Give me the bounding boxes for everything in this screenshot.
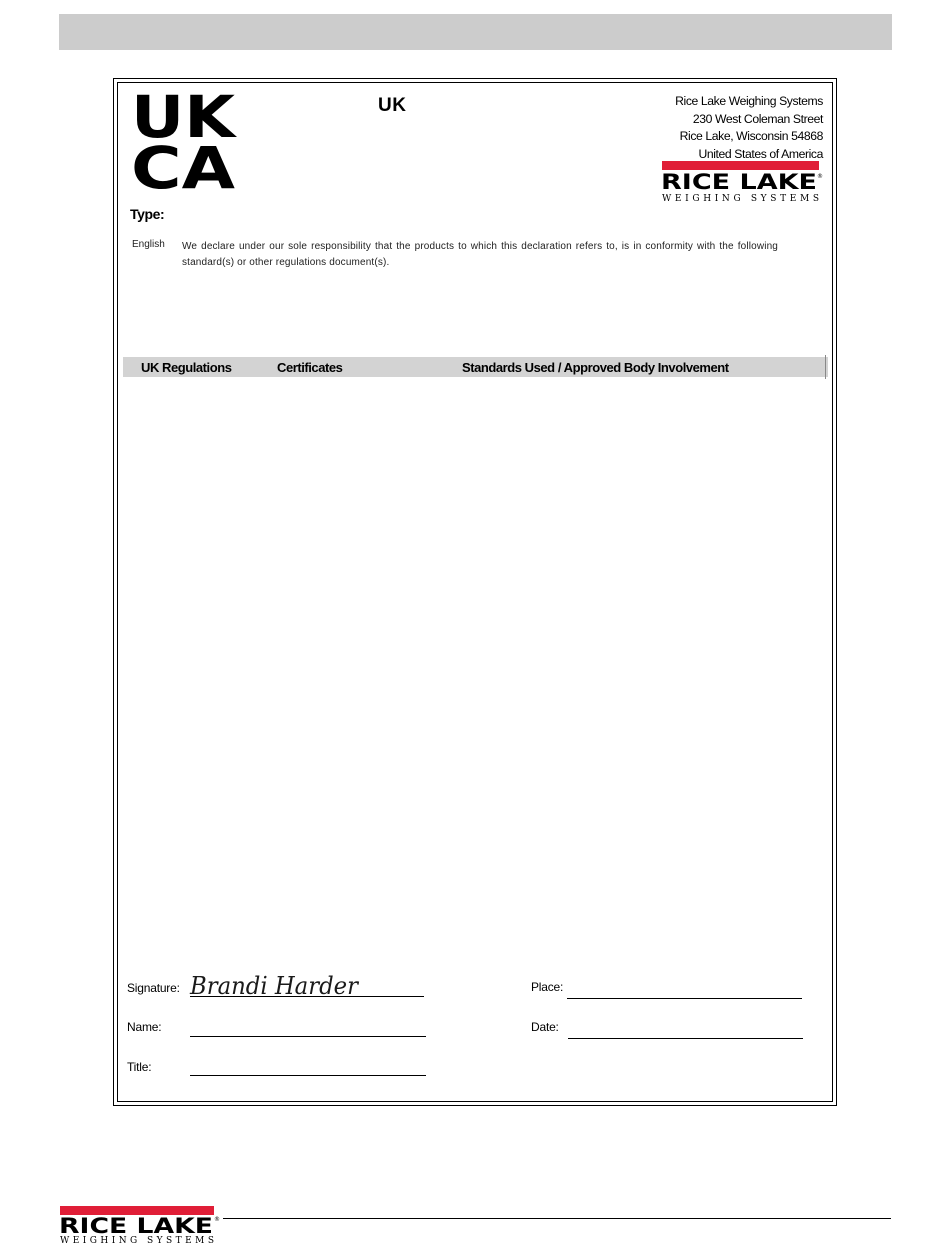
table-header-certificates: Certificates: [277, 360, 343, 375]
footer-logo-registered: ®: [214, 1216, 220, 1223]
type-label: Type:: [130, 206, 165, 222]
logo-wordmark: RICE LAKE: [661, 170, 817, 194]
address-line: 230 West Coleman Street: [692, 111, 823, 126]
date-label: Date:: [531, 1020, 559, 1034]
declaration-text: We declare under our sole responsibility that the products to which this declaration refers to, is in conformity with the following standard(s) or other regulations document(s).: [182, 241, 778, 268]
table-header-edge: [825, 355, 826, 379]
place-label: Place:: [531, 980, 564, 994]
place-line[interactable]: [567, 998, 802, 999]
ukca-mark-line1: UK: [131, 83, 238, 151]
footer-logo-tagline: WEIGHING SYSTEMS: [60, 1236, 215, 1246]
footer-rule: [223, 1218, 891, 1219]
signature-value: Brandi Harder: [189, 972, 360, 1000]
name-line[interactable]: [190, 1036, 426, 1037]
document-frame-inner: [117, 82, 833, 1102]
signature-label: Signature:: [127, 981, 180, 995]
table-header-standards: Standards Used / Approved Body Involvement: [462, 360, 729, 375]
rice-lake-logo: [660, 161, 822, 203]
ukca-mark-line2: CA: [131, 134, 236, 202]
ukca-mark-icon: [131, 83, 238, 202]
rice-lake-footer-logo: [59, 1205, 219, 1245]
address-line: Rice Lake, Wisconsin 54868: [679, 129, 823, 144]
logo-red-bar: [662, 161, 819, 170]
date-line[interactable]: [568, 1038, 803, 1039]
company-address: [675, 93, 823, 163]
footer-logo-wordmark: RICE LAKE: [59, 1214, 213, 1238]
title-label: Title:: [127, 1060, 152, 1074]
address-line: Rice Lake Weighing Systems: [675, 94, 823, 108]
document-title: UK: [378, 95, 407, 116]
table-header-regulations: UK Regulations: [141, 360, 232, 375]
top-header-bar: [59, 14, 892, 50]
signature-line[interactable]: [190, 996, 424, 997]
declaration-language: English: [132, 239, 165, 250]
logo-tagline: WEIGHING SYSTEMS: [662, 194, 819, 204]
name-label: Name:: [127, 1020, 162, 1034]
title-line[interactable]: [190, 1075, 426, 1076]
address-line: United States of America: [698, 146, 823, 161]
logo-registered: ®: [817, 173, 823, 180]
